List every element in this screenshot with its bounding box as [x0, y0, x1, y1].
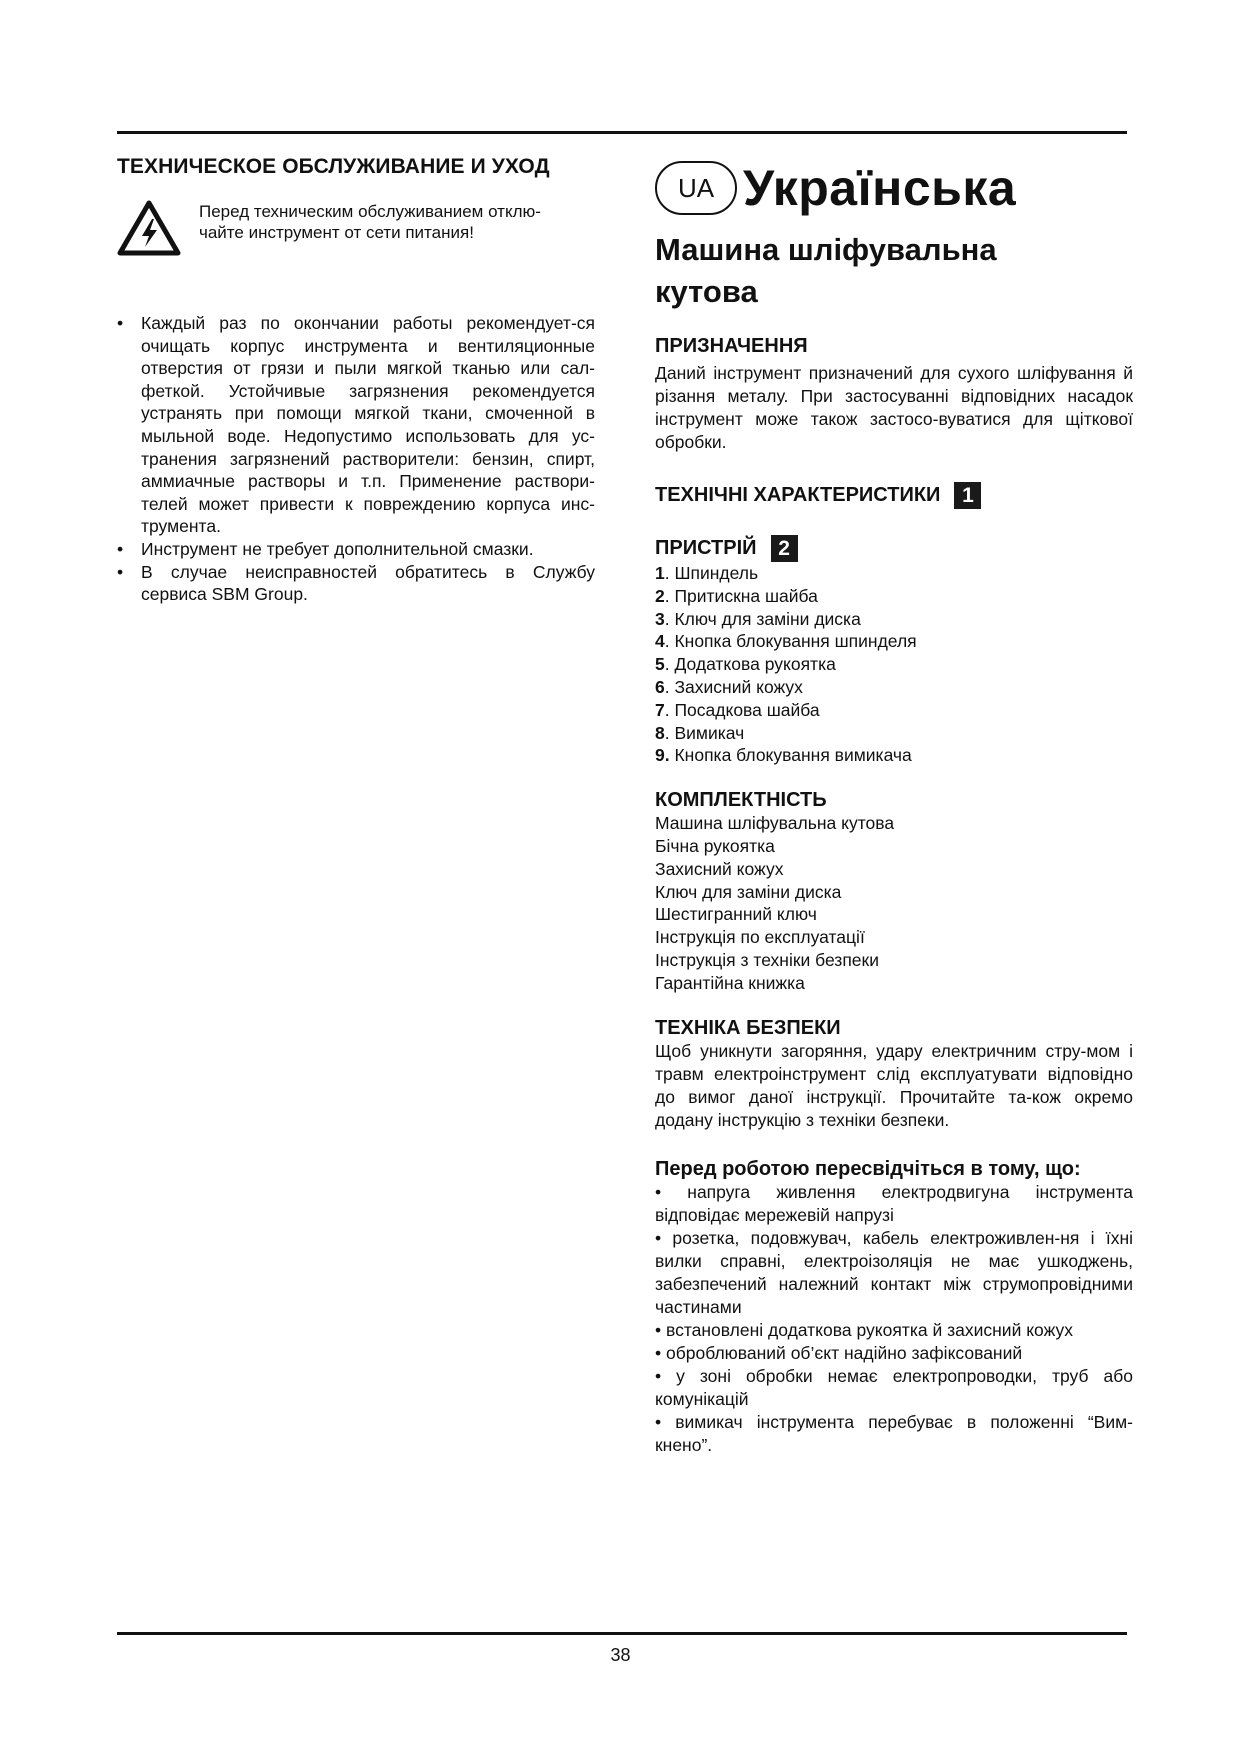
document-title-line: кутова [655, 274, 758, 309]
list-item [655, 562, 1133, 585]
purpose-heading: ПРИЗНАЧЕННЯ [655, 335, 808, 357]
kit-section [655, 789, 1133, 994]
list-item: • оброблюваний об’єкт надійно зафіксований [655, 1342, 1023, 1363]
list-item: Машина шліфувальна кутова [655, 813, 895, 834]
right-column [655, 155, 1133, 1457]
item-text: Кнопка блокування вимикача [669, 745, 912, 766]
list-item [117, 561, 595, 606]
language-header [655, 155, 1133, 221]
item-text: . Притискна шайба [664, 585, 818, 606]
list-item [655, 653, 1133, 676]
item-number: 3 [655, 608, 665, 629]
bottom-rule [117, 1632, 1127, 1635]
safety-text: Щоб уникнути загоряння, удару електричним стру-мом і травм електроінструмент слід експлуатувати відповідно до вимог даної інструкції. Прочитайте та-кож окремо додану інструкцію з техніки безпеки. [655, 1040, 1133, 1130]
device-section [655, 535, 1133, 767]
item-text: . Ключ для заміни диска [664, 608, 861, 629]
language-badge: UA [655, 161, 737, 215]
list-item: Шестигранний ключ [655, 904, 817, 925]
list-item [655, 608, 1133, 631]
list-item [117, 312, 595, 538]
figure-ref-badge: 2 [771, 535, 798, 562]
item-number: 9. [655, 745, 670, 766]
warning-line: Перед техническим обслуживанием отклю- [199, 202, 541, 221]
before-work-heading: Перед роботою пересвідчіться в тому, що: [655, 1157, 1081, 1180]
item-text: . Захисний кожух [664, 676, 803, 697]
item-number: 6 [655, 676, 665, 697]
list-item [655, 744, 1133, 767]
bullet-marker: • [117, 561, 124, 582]
list-item: Інструкція з техніки безпеки [655, 949, 879, 970]
specs-section [655, 482, 1133, 509]
kit-heading: КОМПЛЕКТНІСТЬ [655, 789, 827, 812]
list-item: • розетка, подовжувач, кабель електроживлен-ня і їхні вилки справні, електроізоляція не має ушкоджень, забезпечений належний контакт між струмопровідними частинами [655, 1227, 1133, 1317]
item-number: 2 [655, 585, 665, 606]
page-number: 38 [610, 1645, 631, 1665]
warning-line: чайте инструмент от сети питания! [199, 223, 474, 242]
specs-heading [655, 482, 1133, 509]
list-item [655, 585, 1133, 608]
document-title [655, 229, 1133, 313]
list-item [655, 630, 1133, 653]
safety-section [655, 1017, 1133, 1132]
item-number: 7 [655, 699, 665, 720]
bullet-marker: • [117, 313, 124, 333]
purpose-section [655, 335, 1133, 454]
list-item [655, 699, 1133, 722]
list-item-text: Каждый раз по окончании работы рекомендует-ся очищать корпус инструмента и вентиляционные отверстия от грязи и пыли мягкой тканью или сал-феткой. Устойчивые загрязнения рекомендуется устранять при помощи мягкой ткани, смоченной в мыльной воде. Недопустимо использовать для ус-транения загрязнений растворители: бензин, спирт, аммиачные растворы и т.п. Применение раствори-телей может привести к повреждению корпуса инс-трумента. [141, 313, 595, 537]
item-text: . Вимикач [664, 722, 745, 743]
purpose-text: Даний інструмент призначений для сухого шліфування й різання металу. При застосуванні відповідних насадок інструмент може також застосо-вуватися для щіткової обробки. [655, 363, 1133, 452]
language-title: Українська [743, 160, 1017, 216]
list-item: • напруга живлення електродвигуна інструмента відповідає мережевій напрузі [655, 1181, 1133, 1225]
list-item-text: Инструмент не требует дополнительной смазки. [141, 538, 534, 559]
list-item: Захисний кожух [655, 858, 784, 879]
list-item [655, 676, 1133, 699]
list-item: Бічна рукоятка [655, 835, 775, 856]
before-work-list [655, 1181, 1133, 1457]
bullet-marker: • [117, 538, 124, 559]
list-item-text: В случае неисправностей обратитесь в Службу сервиса SBM Group. [141, 561, 595, 605]
top-rule [117, 131, 1127, 134]
specs-heading-text: ТЕХНІЧНІ ХАРАКТЕРИСТИКИ [655, 484, 941, 506]
safety-heading: ТЕХНІКА БЕЗПЕКИ [655, 1016, 841, 1039]
list-item [655, 722, 1133, 745]
list-item: • встановлені додаткова рукоятка й захисний кожух [655, 1319, 1073, 1340]
kit-list [655, 812, 1133, 994]
list-item [117, 538, 595, 561]
list-item: • у зоні обробки немає електропроводки, труб або комунікацій [655, 1365, 1133, 1409]
warning-block [117, 199, 595, 257]
figure-ref-badge: 1 [954, 482, 981, 509]
list-item: Інструкція по експлуатації [655, 927, 865, 948]
list-item: Ключ для заміни диска [655, 881, 842, 902]
maintenance-heading: ТЕХНИЧЕСКОЕ ОБСЛУЖИВАНИЕ И УХОД [117, 155, 550, 178]
device-heading [655, 535, 1133, 562]
item-text: . Кнопка блокування шпинделя [664, 631, 917, 652]
item-text: . Додаткова рукоятка [664, 654, 836, 675]
before-work-section [655, 1158, 1133, 1457]
list-item: • вимикач інструмента перебуває в положенні “Вим-кнено”. [655, 1411, 1133, 1455]
left-column [117, 155, 595, 606]
electric-hazard-icon [117, 199, 181, 257]
device-parts-list [655, 562, 1133, 767]
list-item: Гарантійна книжка [655, 972, 805, 993]
maintenance-list [117, 312, 595, 606]
warning-text [197, 201, 541, 243]
item-text: . Посадкова шайба [664, 699, 820, 720]
item-text: . Шпиндель [664, 563, 759, 583]
device-heading-text: ПРИСТРІЙ [655, 537, 757, 559]
item-number: 1 [655, 563, 665, 583]
item-number: 8 [655, 722, 665, 743]
item-number: 4 [655, 631, 665, 652]
item-number: 5 [655, 654, 665, 675]
document-title-line: Машина шліфувальна [655, 232, 997, 267]
